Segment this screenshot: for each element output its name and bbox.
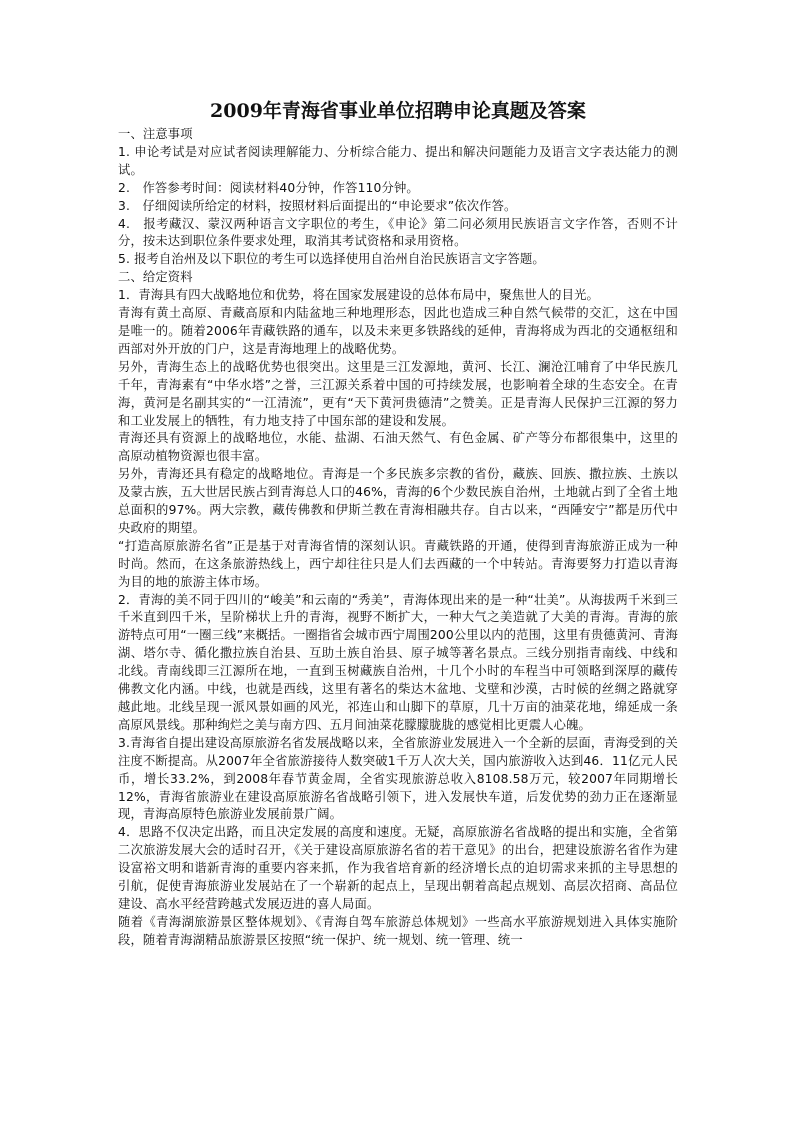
paragraph: 3. 仔细阅读所给定的材料，按照材料后面提出的“申论要求”依次作答。 <box>118 198 517 213</box>
section-heading-materials: 二、给定资料 <box>118 270 193 285</box>
paragraph: 随着《青海湖旅游景区整体规划》、《青海自驾车旅游总体规划》一些高水平旅游规划进入具体实施阶段，随着青海湖精品旅游景区按照“统一保护、统一规划、统一管理、统一 <box>118 914 678 947</box>
paragraph: 另外，青海还具有稳定的战略地位。青海是一个多民族多宗教的省份，藏族、回族、撒拉族、土族以及蒙古族，五大世居民族占到青海总人口的46%，青海的6个少数民族自治州，土地就占到了全省土地总面积的97%。两大宗教，藏传佛教和伊斯兰教在青海相融共存。自古以来，“西陲安宁”都是历代中央政府的期望。 <box>118 467 678 535</box>
paragraph: 4. 报考藏汉、蒙汉两种语言文字职位的考生，《申论》第二问必须用民族语言文字作答，否则不计分，按未达到职位条件要求处理，取消其考试资格和录用资格。 <box>118 216 678 249</box>
section-heading-notes: 一、注意事项 <box>118 127 193 141</box>
paragraph: 1．青海具有四大战略地位和优势，将在国家发展建设的总体布局中，聚焦世人的目光。 <box>118 288 599 303</box>
paragraph: 3.青海省自提出建设高原旅游名省发展战略以来，全省旅游业发展进入一个全新的层面，青海受到的关注度不断提高。从2007年全省旅游接待人数突破1千万人次大关，国内旅游收入达到46．11亿元人民币，增长33.2%，到2008年春节黄金周，全省实现旅游总收入8108.58万元，较2007年同期增长12%，青海省旅游业在建设高原旅游名省战略引领下，进入发展快车道，后发优势的劲力正在逐渐显现，青海高原特色旅游业发展前景广阔。 <box>118 735 678 822</box>
paragraph: 5. 报考自治州及以下职位的考生可以选择使用自治州自治民族语言文字答题。 <box>118 252 545 267</box>
paragraph: 青海有黄土高原、青藏高原和内陆盆地三种地理形态，因此也造成三种自然气候带的交汇，这在中国是唯一的。随着2006年青藏铁路的通车，以及未来更多铁路线的延伸，青海将成为西北的交通枢纽和西部对外开放的门户，这是青海地理上的战略优势。 <box>118 306 678 356</box>
document-title: 2009年青海省事业单位招聘申论真题及答案 <box>210 100 586 122</box>
document-body <box>118 98 678 950</box>
paragraph: 1. 申论考试是对应试者阅读理解能力、分析综合能力、提出和解决问题能力及语言文字表达能力的测试。 <box>118 144 678 177</box>
paragraph: 青海还具有资源上的战略地位，水能、盐湖、石油天然气、有色金属、矿产等分布都很集中，这里的高原动植物资源也很丰富。 <box>118 431 678 464</box>
paragraph: 2. 作答参考时间：阅读材料40分钟，作答110分钟。 <box>118 180 419 195</box>
paragraph: 另外，青海生态上的战略优势也很突出。这里是三江发源地，黄河、长江、澜沧江哺育了中华民族几千年，青海素有“中华水塔”之誉，三江源关系着中国的可持续发展，也影响着全球的生态安全。在青海，黄河是名副其实的“一江清流”，更有“天下黄河贵德清”之赞美。正是青海人民保护三江源的努力和工业发展上的牺牲，有力地支持了中国东部的建设和发展。 <box>118 359 678 428</box>
paragraph: “打造高原旅游名省”正是基于对青海省情的深刻认识。青藏铁路的开通，使得到青海旅游正成为一种时尚。然而，在这条旅游热线上，西宁却往往只是人们去西藏的一个中转站。青海要努力打造以青海为目的地的旅游主体市场。 <box>118 538 678 589</box>
paragraph: 2．青海的美不同于四川的“峻美”和云南的“秀美”，青海体现出来的是一种“壮美”。从海拔两千米到三千米直到四千米，呈阶梯状上升的青海，视野不断扩大，一种大气之美造就了大美的青海。青海的旅游特点可用“一圈三线”来概括。一圈指省会城市西宁周围200公里以内的范围，这里有贵德黄河、青海湖、塔尔寺、循化撒拉族自治县、互助土族自治县、原子城等著名景点。三线分别指青南线、中线和北线。青南线即三江源所在地，一直到玉树藏族自治州，十几个小时的车程当中可领略到深厚的藏传佛教文化内涵。中线，也就是西线，这里有著名的柴达木盆地、戈壁和沙漠，古时候的丝绸之路就穿越此地。北线呈现一派风景如画的风光，祁连山和山脚下的草原，几十万亩的油菜花地，绵延成一条高原风景线。那种绚烂之美与南方四、五月间油菜花朦朦胧胧的感觉相比更震人心魄。 <box>118 592 678 732</box>
paragraph: 4．思路不仅决定出路，而且决定发展的高度和速度。无疑，高原旅游名省战略的提出和实施，全省第二次旅游发展大会的适时召开，《关于建设高原旅游名省的若干意见》的出台，把建设旅游名省作为建设富裕文明和谐新青海的重要内容来抓，作为我省培育新的经济增长点的迫切需求来抓的主导思想的引航，促使青海旅游业发展站在了一个崭新的起点上，呈现出朝着高起点规划、高层次招商、高品位建设、高水平经营跨越式发展迈进的喜人局面。 <box>118 825 678 911</box>
